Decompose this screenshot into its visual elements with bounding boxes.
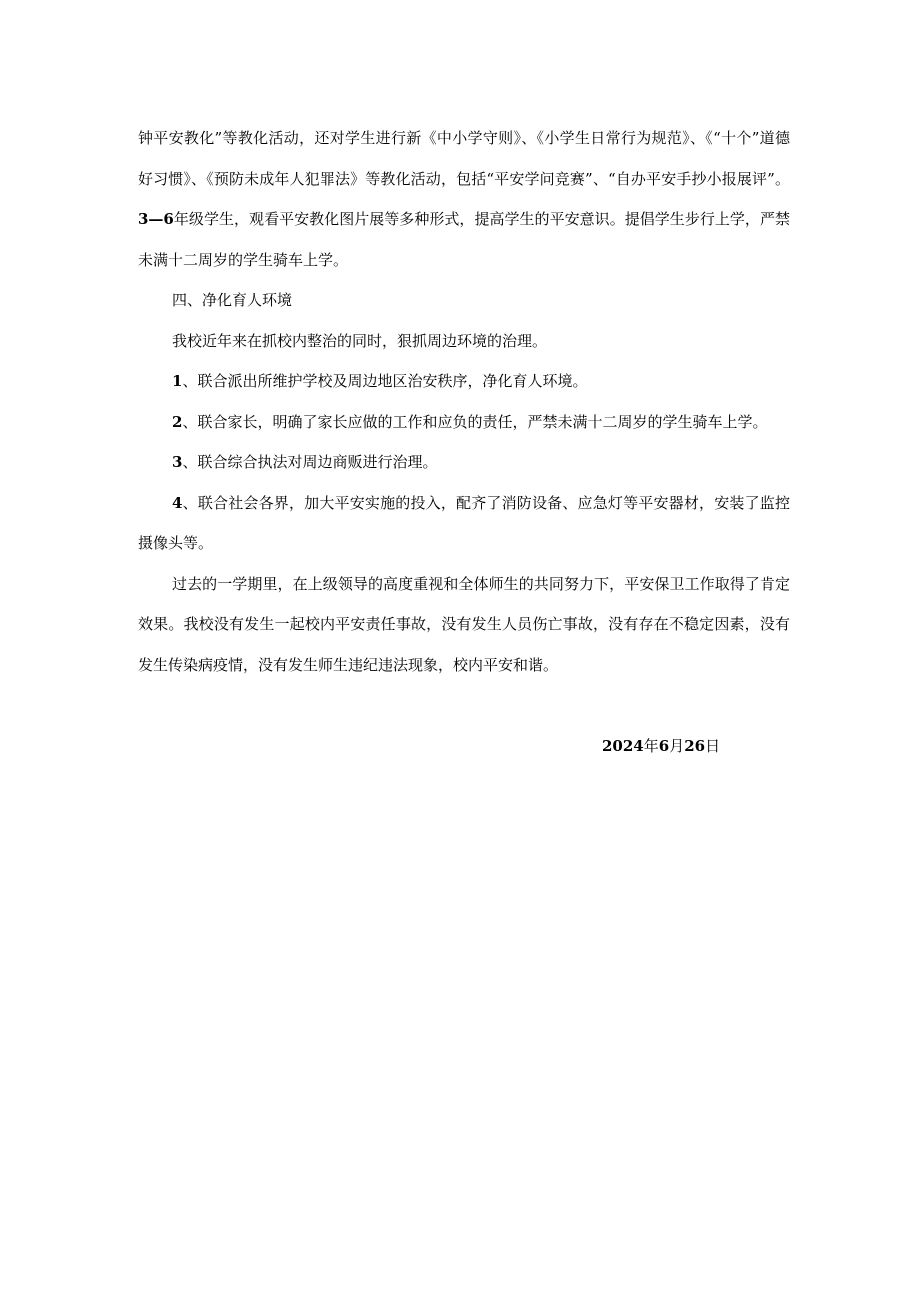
list-item <box>138 361 790 402</box>
list-item-text: 、联合家长，明确了家长应做的工作和应负的责任，严禁未满十二周岁的学生骑车上学。 <box>182 412 768 431</box>
list-item-text: 、联合社会各界，加大平安实施的投入，配齐了消防设备、应急灯等平安器材，安装了监控摄像头等。 <box>138 493 790 552</box>
list-item <box>138 442 790 483</box>
section-intro: 我校近年来在抓校内整治的同时，狠抓周边环境的治理。 <box>172 331 548 350</box>
date-month-unit: 月 <box>669 737 685 755</box>
list-item-text: 、联合综合执法对周边商贩进行治理。 <box>182 453 438 471</box>
date-year-unit: 年 <box>643 737 659 755</box>
list-item <box>138 402 790 443</box>
list-item-text: 、联合派出所维护学校及周边地区治安秩序，净化育人环境。 <box>182 372 588 390</box>
list-item-number: 4 <box>172 493 183 512</box>
list-item <box>138 483 790 564</box>
list-item-number: 3 <box>172 453 183 471</box>
grade-range: 3—6 <box>138 210 174 228</box>
list-item-number: 1 <box>172 372 183 390</box>
document-body <box>138 118 790 685</box>
date-day: 26 <box>684 737 706 755</box>
date-day-unit: 日 <box>705 737 721 755</box>
summary-paragraph: 过去的一学期里，在上级领导的高度重视和全体师生的共同努力下，平安保卫工作取得了肯定效果。我校没有发生一起校内平安责任事故，没有发生人员伤亡事故，没有存在不稳定因素，没有发生传染病疫情，没有发生师生违纪违法现象，校内平安和谐。 <box>138 574 790 674</box>
paragraph-text: 年级学生，观看平安教化图片展等多种形式，提高学生的平安意识。提倡学生步行上学，严禁未满十二周岁的学生骑车上学。 <box>138 210 790 269</box>
date-year: 2024 <box>602 737 644 755</box>
date-month: 6 <box>658 737 670 755</box>
section-heading-4: 四、净化育人环境 <box>172 291 293 309</box>
paragraph-safety-education <box>138 118 790 280</box>
list-item-number: 2 <box>172 412 183 431</box>
paragraph-text: 钟平安教化”等教化活动，还对学生进行新《中小学守则》、《小学生日常行为规范》、《“十个”道德好习惯》、《预防未成年人犯罪法》等教化活动，包括“平安学问竞赛”、“自办平安手抄小报展评”。 <box>138 129 790 188</box>
document-date <box>602 726 720 766</box>
